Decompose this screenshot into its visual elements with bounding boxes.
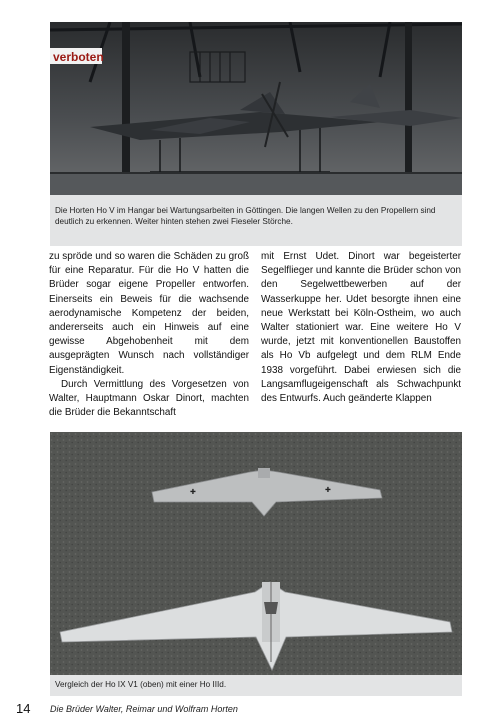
figure-hangar — [50, 22, 462, 246]
paragraph: mit Ernst Udet. Dinort war begeisterter Segelflieger und kannte die Brüder schon von den Segelwettbewerben auf der Wasserkuppe her. Udet besorgte ihnen eine neue Werkstatt bei Köln-Ostheim, wo auch Walter stationiert war. Eine weitere Ho V wurde, jetzt mit konventionellen Baustoffen als Ho Vb aufgelegt und dem RLM Ende 1938 vorgeführt. Dabei erwiesen sich die Langsamflugeigenschaft als Schwachpunkt des Entwurfs. Auch geänderte Klappen — [261, 251, 461, 405]
text-column-left — [49, 250, 249, 420]
running-footer-title: Die Brüder Walter, Reimar und Wolfram Horten — [50, 704, 238, 714]
hangar-sign-text: verboten — [53, 50, 104, 64]
comparison-photo — [50, 432, 462, 675]
figure-caption-hangar: Die Horten Ho V im Hangar bei Wartungsarbeiten in Göttingen. Die langen Wellen zu den Propellern sind deutlich zu erkennen. Weiter hinten stehen zwei Fieseler Störche. — [55, 206, 436, 226]
paragraph: zu spröde und so waren die Schäden zu groß für eine Reparatur. Für die Ho V hatten die Brüder sogar eigene Propeller entworfen. Einerseits ein Beweis für die wachsende aerodynamische Kompetenz der beiden, andererseits auch ein Hinweis auf eine gewisse Abgehobenheit mit dem ausgeprägten Wunsch nach vollständiger Eigenständigkeit. — [49, 251, 249, 376]
text-column-right — [261, 250, 461, 406]
figure-comparison — [50, 432, 462, 696]
figure-caption-comparison: Vergleich der Ho IX V1 (oben) mit einer Ho IIId. — [55, 680, 227, 689]
svg-text:✚: ✚ — [190, 489, 196, 496]
svg-text:✚: ✚ — [325, 487, 331, 494]
page-number: 14 — [16, 701, 31, 716]
hangar-photo — [50, 22, 462, 195]
paragraph: Durch Vermittlung des Vorgesetzen von Walter, Hauptmann Oskar Dinort, machten die Brüder die Bekanntschaft — [49, 378, 249, 419]
